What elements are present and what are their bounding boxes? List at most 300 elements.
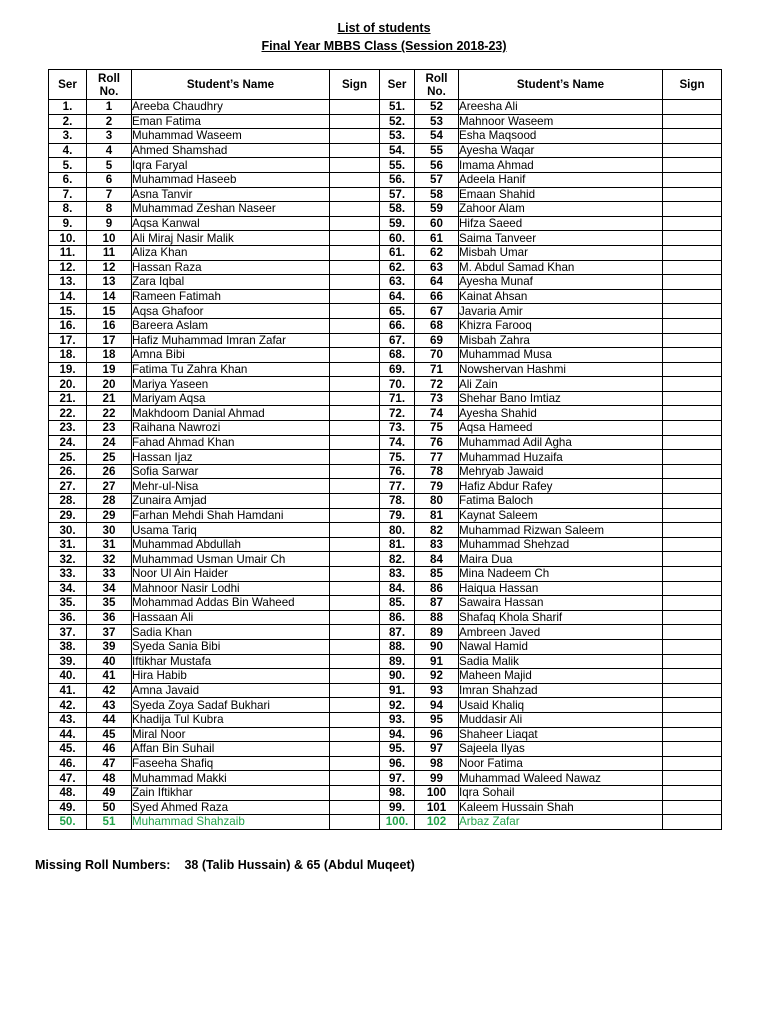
roll-cell-2: 99 — [415, 771, 459, 786]
name-cell-2: Shafaq Khola Sharif — [459, 610, 663, 625]
roll-cell: 17 — [87, 333, 132, 348]
ser-cell: 7. — [49, 187, 87, 202]
roll-cell: 33 — [87, 567, 132, 582]
sign-cell — [330, 114, 380, 129]
roll-cell: 41 — [87, 669, 132, 684]
ser-cell-2: 84. — [380, 581, 415, 596]
table-row — [49, 508, 722, 523]
name-cell-2: Sawaira Hassan — [459, 596, 663, 611]
roll-cell-2: 78 — [415, 464, 459, 479]
ser-cell: 36. — [49, 610, 87, 625]
sign-cell — [330, 815, 380, 830]
name-cell: Raihana Nawrozi — [132, 421, 330, 436]
table-row — [49, 435, 722, 450]
roll-cell-2: 54 — [415, 129, 459, 144]
table-row — [49, 756, 722, 771]
name-cell-2: Emaan Shahid — [459, 187, 663, 202]
ser-cell: 38. — [49, 639, 87, 654]
ser-cell-2: 79. — [380, 508, 415, 523]
table-row — [49, 391, 722, 406]
name-cell-2: Muhammad Musa — [459, 348, 663, 363]
roll-cell-2: 64 — [415, 275, 459, 290]
sign-cell-2 — [663, 727, 722, 742]
name-cell: Aqsa Kanwal — [132, 216, 330, 231]
table-row — [49, 362, 722, 377]
name-cell: Zunaira Amjad — [132, 494, 330, 509]
name-cell: Khadija Tul Kubra — [132, 712, 330, 727]
name-cell-2: Hifza Saeed — [459, 216, 663, 231]
ser-cell: 32. — [49, 552, 87, 567]
ser-cell-2: 89. — [380, 654, 415, 669]
roll-cell-2: 97 — [415, 742, 459, 757]
name-cell: Amna Bibi — [132, 348, 330, 363]
name-cell: Syeda Zoya Sadaf Bukhari — [132, 698, 330, 713]
sign-cell-2 — [663, 567, 722, 582]
name-cell-2: Misbah Zahra — [459, 333, 663, 348]
name-cell-2: Kainat Ahsan — [459, 289, 663, 304]
name-cell-2: Kaynat Saleem — [459, 508, 663, 523]
name-cell: Noor Ul Ain Haider — [132, 567, 330, 582]
table-row — [49, 567, 722, 582]
roll-cell-2: 79 — [415, 479, 459, 494]
sign-cell-2 — [663, 377, 722, 392]
sign-cell-2 — [663, 712, 722, 727]
name-cell-2: Ayesha Shahid — [459, 406, 663, 421]
ser-cell: 2. — [49, 114, 87, 129]
sign-cell — [330, 231, 380, 246]
name-cell-2: Noor Fatima — [459, 756, 663, 771]
table-header-row — [49, 70, 722, 100]
table-row — [49, 187, 722, 202]
ser-cell-2: 64. — [380, 289, 415, 304]
roll-cell: 14 — [87, 289, 132, 304]
roll-cell-2: 92 — [415, 669, 459, 684]
name-cell: Hira Habib — [132, 669, 330, 684]
table-row — [49, 421, 722, 436]
name-cell-2: Imran Shahzad — [459, 683, 663, 698]
header-roll-2 — [415, 70, 459, 100]
sign-cell — [330, 537, 380, 552]
ser-cell-2: 53. — [380, 129, 415, 144]
ser-cell: 11. — [49, 245, 87, 260]
table-row — [49, 275, 722, 290]
sign-cell — [330, 377, 380, 392]
name-cell-2: Muhammad Rizwan Saleem — [459, 523, 663, 538]
roll-cell-2: 86 — [415, 581, 459, 596]
sign-cell-2 — [663, 406, 722, 421]
roll-cell: 11 — [87, 245, 132, 260]
sign-cell — [330, 304, 380, 319]
name-cell-2: Shehar Bano Imtiaz — [459, 391, 663, 406]
name-cell: Amna Javaid — [132, 683, 330, 698]
sign-cell — [330, 333, 380, 348]
name-cell: Fatima Tu Zahra Khan — [132, 362, 330, 377]
ser-cell-2: 68. — [380, 348, 415, 363]
roll-cell: 8 — [87, 202, 132, 217]
ser-cell-2: 76. — [380, 464, 415, 479]
roll-cell-2: 96 — [415, 727, 459, 742]
roll-cell: 22 — [87, 406, 132, 421]
name-cell-2: Maira Dua — [459, 552, 663, 567]
ser-cell: 12. — [49, 260, 87, 275]
roll-cell: 32 — [87, 552, 132, 567]
sign-cell-2 — [663, 333, 722, 348]
roll-cell-2: 95 — [415, 712, 459, 727]
ser-cell: 44. — [49, 727, 87, 742]
name-cell: Zain Iftikhar — [132, 785, 330, 800]
ser-cell-2: 56. — [380, 172, 415, 187]
ser-cell: 6. — [49, 172, 87, 187]
sign-cell-2 — [663, 362, 722, 377]
name-cell-2: Ambreen Javed — [459, 625, 663, 640]
table-row — [49, 610, 722, 625]
sign-cell — [330, 800, 380, 815]
roll-cell: 5 — [87, 158, 132, 173]
name-cell: Fahad Ahmad Khan — [132, 435, 330, 450]
name-cell: Mariyam Aqsa — [132, 391, 330, 406]
name-cell-2: Imama Ahmad — [459, 158, 663, 173]
name-cell-2: Hafiz Abdur Rafey — [459, 479, 663, 494]
table-row — [49, 216, 722, 231]
ser-cell: 39. — [49, 654, 87, 669]
sign-cell-2 — [663, 245, 722, 260]
sign-cell — [330, 289, 380, 304]
roll-cell: 49 — [87, 785, 132, 800]
sign-cell-2 — [663, 158, 722, 173]
roll-cell-2: 89 — [415, 625, 459, 640]
roll-cell: 36 — [87, 610, 132, 625]
roll-cell-2: 100 — [415, 785, 459, 800]
roll-cell-2: 72 — [415, 377, 459, 392]
name-cell: Aqsa Ghafoor — [132, 304, 330, 319]
ser-cell: 40. — [49, 669, 87, 684]
sign-cell — [330, 625, 380, 640]
name-cell: Bareera Aslam — [132, 318, 330, 333]
ser-cell-2: 58. — [380, 202, 415, 217]
header-sign: Sign — [330, 70, 380, 100]
name-cell-2: Muhammad Waleed Nawaz — [459, 771, 663, 786]
sign-cell — [330, 712, 380, 727]
document-subtitle: Final Year MBBS Class (Session 2018-23) — [261, 39, 507, 53]
ser-cell: 17. — [49, 333, 87, 348]
sign-cell-2 — [663, 100, 722, 115]
sign-cell — [330, 450, 380, 465]
table-row — [49, 129, 722, 144]
roll-cell-2: 102 — [415, 815, 459, 830]
roll-cell: 24 — [87, 435, 132, 450]
sign-cell — [330, 479, 380, 494]
table-row — [49, 523, 722, 538]
sign-cell — [330, 756, 380, 771]
name-cell: Muhammad Makki — [132, 771, 330, 786]
ser-cell: 41. — [49, 683, 87, 698]
sign-cell-2 — [663, 523, 722, 538]
name-cell-2: Muddasir Ali — [459, 712, 663, 727]
sign-cell — [330, 216, 380, 231]
roll-cell-2: 84 — [415, 552, 459, 567]
table-row — [49, 289, 722, 304]
name-cell: Mariya Yaseen — [132, 377, 330, 392]
name-cell-2: Sadia Malik — [459, 654, 663, 669]
ser-cell-2: 52. — [380, 114, 415, 129]
name-cell: Iftikhar Mustafa — [132, 654, 330, 669]
ser-cell-2: 57. — [380, 187, 415, 202]
roll-cell-2: 68 — [415, 318, 459, 333]
ser-cell-2: 94. — [380, 727, 415, 742]
ser-cell-2: 61. — [380, 245, 415, 260]
name-cell: Muhammad Waseem — [132, 129, 330, 144]
ser-cell-2: 55. — [380, 158, 415, 173]
sign-cell — [330, 669, 380, 684]
roll-cell-2: 55 — [415, 143, 459, 158]
name-cell: Makhdoom Danial Ahmad — [132, 406, 330, 421]
name-cell: Muhammad Zeshan Naseer — [132, 202, 330, 217]
roll-cell: 23 — [87, 421, 132, 436]
roll-cell-2: 85 — [415, 567, 459, 582]
table-row — [49, 450, 722, 465]
table-row — [49, 377, 722, 392]
ser-cell-2: 72. — [380, 406, 415, 421]
ser-cell-2: 65. — [380, 304, 415, 319]
table-row — [49, 231, 722, 246]
name-cell-2: Muhammad Shehzad — [459, 537, 663, 552]
ser-cell: 24. — [49, 435, 87, 450]
ser-cell: 10. — [49, 231, 87, 246]
name-cell-2: Nawal Hamid — [459, 639, 663, 654]
name-cell: Areeba Chaudhry — [132, 100, 330, 115]
name-cell-2: Kaleem Hussain Shah — [459, 800, 663, 815]
ser-cell-2: 82. — [380, 552, 415, 567]
table-row — [49, 479, 722, 494]
sign-cell-2 — [663, 216, 722, 231]
ser-cell-2: 71. — [380, 391, 415, 406]
sign-cell-2 — [663, 771, 722, 786]
roll-cell-2: 93 — [415, 683, 459, 698]
sign-cell-2 — [663, 421, 722, 436]
sign-cell — [330, 172, 380, 187]
ser-cell-2: 67. — [380, 333, 415, 348]
ser-cell: 48. — [49, 785, 87, 800]
ser-cell-2: 96. — [380, 756, 415, 771]
sign-cell — [330, 362, 380, 377]
roll-cell-2: 98 — [415, 756, 459, 771]
roll-cell-2: 62 — [415, 245, 459, 260]
name-cell: Muhammad Usman Umair Ch — [132, 552, 330, 567]
roll-cell: 42 — [87, 683, 132, 698]
name-cell: Mehr-ul-Nisa — [132, 479, 330, 494]
table-row — [49, 260, 722, 275]
ser-cell: 4. — [49, 143, 87, 158]
roll-cell-2: 90 — [415, 639, 459, 654]
name-cell-2: Haiqua Hassan — [459, 581, 663, 596]
name-cell: Syed Ahmed Raza — [132, 800, 330, 815]
sign-cell-2 — [663, 494, 722, 509]
ser-cell: 9. — [49, 216, 87, 231]
name-cell: Ali Miraj Nasir Malik — [132, 231, 330, 246]
missing-roll-numbers-note — [35, 858, 415, 872]
roll-cell: 35 — [87, 596, 132, 611]
ser-cell: 27. — [49, 479, 87, 494]
student-list-table — [48, 69, 722, 830]
ser-cell: 33. — [49, 567, 87, 582]
table-row — [49, 537, 722, 552]
ser-cell-2: 81. — [380, 537, 415, 552]
table-row — [49, 245, 722, 260]
roll-cell: 28 — [87, 494, 132, 509]
ser-cell: 8. — [49, 202, 87, 217]
sign-cell-2 — [663, 391, 722, 406]
ser-cell-2: 77. — [380, 479, 415, 494]
document-title: List of students — [337, 21, 431, 35]
name-cell: Affan Bin Suhail — [132, 742, 330, 757]
sign-cell-2 — [663, 756, 722, 771]
roll-cell: 34 — [87, 581, 132, 596]
sign-cell-2 — [663, 129, 722, 144]
name-cell: Mohammad Addas Bin Waheed — [132, 596, 330, 611]
sign-cell-2 — [663, 785, 722, 800]
roll-cell: 13 — [87, 275, 132, 290]
sign-cell — [330, 421, 380, 436]
sign-cell-2 — [663, 815, 722, 830]
sign-cell-2 — [663, 435, 722, 450]
ser-cell: 16. — [49, 318, 87, 333]
sign-cell — [330, 523, 380, 538]
ser-cell: 18. — [49, 348, 87, 363]
table-row — [49, 304, 722, 319]
ser-cell-2: 100. — [380, 815, 415, 830]
roll-cell: 50 — [87, 800, 132, 815]
sign-cell — [330, 596, 380, 611]
sign-cell — [330, 610, 380, 625]
name-cell-2: Saima Tanveer — [459, 231, 663, 246]
sign-cell — [330, 494, 380, 509]
roll-cell: 1 — [87, 100, 132, 115]
roll-cell: 27 — [87, 479, 132, 494]
sign-cell — [330, 508, 380, 523]
table-row — [49, 348, 722, 363]
ser-cell: 29. — [49, 508, 87, 523]
roll-cell: 47 — [87, 756, 132, 771]
table-row — [49, 464, 722, 479]
roll-cell: 7 — [87, 187, 132, 202]
sign-cell-2 — [663, 172, 722, 187]
sign-cell-2 — [663, 800, 722, 815]
ser-cell-2: 60. — [380, 231, 415, 246]
sign-cell — [330, 567, 380, 582]
ser-cell-2: 70. — [380, 377, 415, 392]
roll-cell-2: 58 — [415, 187, 459, 202]
roll-cell: 37 — [87, 625, 132, 640]
name-cell-2: Iqra Sohail — [459, 785, 663, 800]
name-cell: Aliza Khan — [132, 245, 330, 260]
name-cell-2: Mina Nadeem Ch — [459, 567, 663, 582]
ser-cell-2: 90. — [380, 669, 415, 684]
roll-cell: 43 — [87, 698, 132, 713]
sign-cell-2 — [663, 669, 722, 684]
name-cell-2: Mahnoor Waseem — [459, 114, 663, 129]
name-cell: Iqra Faryal — [132, 158, 330, 173]
name-cell-2: Shaheer Liaqat — [459, 727, 663, 742]
table-row — [49, 800, 722, 815]
sign-cell — [330, 552, 380, 567]
roll-cell-2: 70 — [415, 348, 459, 363]
roll-cell-2: 81 — [415, 508, 459, 523]
roll-cell: 40 — [87, 654, 132, 669]
sign-cell — [330, 143, 380, 158]
ser-cell: 14. — [49, 289, 87, 304]
table-row — [49, 406, 722, 421]
roll-cell: 46 — [87, 742, 132, 757]
roll-cell-2: 76 — [415, 435, 459, 450]
ser-cell: 50. — [49, 815, 87, 830]
ser-cell-2: 86. — [380, 610, 415, 625]
ser-cell-2: 87. — [380, 625, 415, 640]
sign-cell — [330, 464, 380, 479]
ser-cell: 49. — [49, 800, 87, 815]
name-cell-2: Ayesha Waqar — [459, 143, 663, 158]
table-row — [49, 172, 722, 187]
ser-cell: 46. — [49, 756, 87, 771]
table-row — [49, 100, 722, 115]
sign-cell-2 — [663, 304, 722, 319]
ser-cell-2: 83. — [380, 567, 415, 582]
sign-cell — [330, 100, 380, 115]
name-cell: Farhan Mehdi Shah Hamdani — [132, 508, 330, 523]
header-roll-label-2: Roll No. — [425, 71, 448, 98]
sign-cell — [330, 348, 380, 363]
roll-cell-2: 88 — [415, 610, 459, 625]
name-cell-2: Fatima Baloch — [459, 494, 663, 509]
roll-cell-2: 71 — [415, 362, 459, 377]
name-cell-2: Ayesha Munaf — [459, 275, 663, 290]
sign-cell-2 — [663, 275, 722, 290]
ser-cell-2: 75. — [380, 450, 415, 465]
missing-value: 38 (Talib Hussain) & 65 (Abdul Muqeet) — [184, 858, 415, 872]
name-cell-2: Khizra Farooq — [459, 318, 663, 333]
ser-cell: 37. — [49, 625, 87, 640]
roll-cell-2: 80 — [415, 494, 459, 509]
roll-cell-2: 74 — [415, 406, 459, 421]
sign-cell — [330, 202, 380, 217]
roll-cell-2: 59 — [415, 202, 459, 217]
name-cell: Miral Noor — [132, 727, 330, 742]
sign-cell — [330, 245, 380, 260]
sign-cell — [330, 187, 380, 202]
roll-cell-2: 82 — [415, 523, 459, 538]
header-name: Student’s Name — [132, 70, 330, 100]
header-ser-2: Ser — [380, 70, 415, 100]
roll-cell-2: 61 — [415, 231, 459, 246]
name-cell-2: Esha Maqsood — [459, 129, 663, 144]
sign-cell-2 — [663, 450, 722, 465]
ser-cell: 5. — [49, 158, 87, 173]
name-cell-2: Maheen Majid — [459, 669, 663, 684]
roll-cell: 19 — [87, 362, 132, 377]
ser-cell: 42. — [49, 698, 87, 713]
sign-cell-2 — [663, 537, 722, 552]
table-row — [49, 654, 722, 669]
sign-cell — [330, 771, 380, 786]
sign-cell-2 — [663, 479, 722, 494]
name-cell-2: Sajeela Ilyas — [459, 742, 663, 757]
roll-cell: 26 — [87, 464, 132, 479]
sign-cell-2 — [663, 202, 722, 217]
roll-cell: 4 — [87, 143, 132, 158]
name-cell: Rameen Fatimah — [132, 289, 330, 304]
sign-cell-2 — [663, 596, 722, 611]
name-cell-2: Muhammad Adil Agha — [459, 435, 663, 450]
ser-cell-2: 59. — [380, 216, 415, 231]
